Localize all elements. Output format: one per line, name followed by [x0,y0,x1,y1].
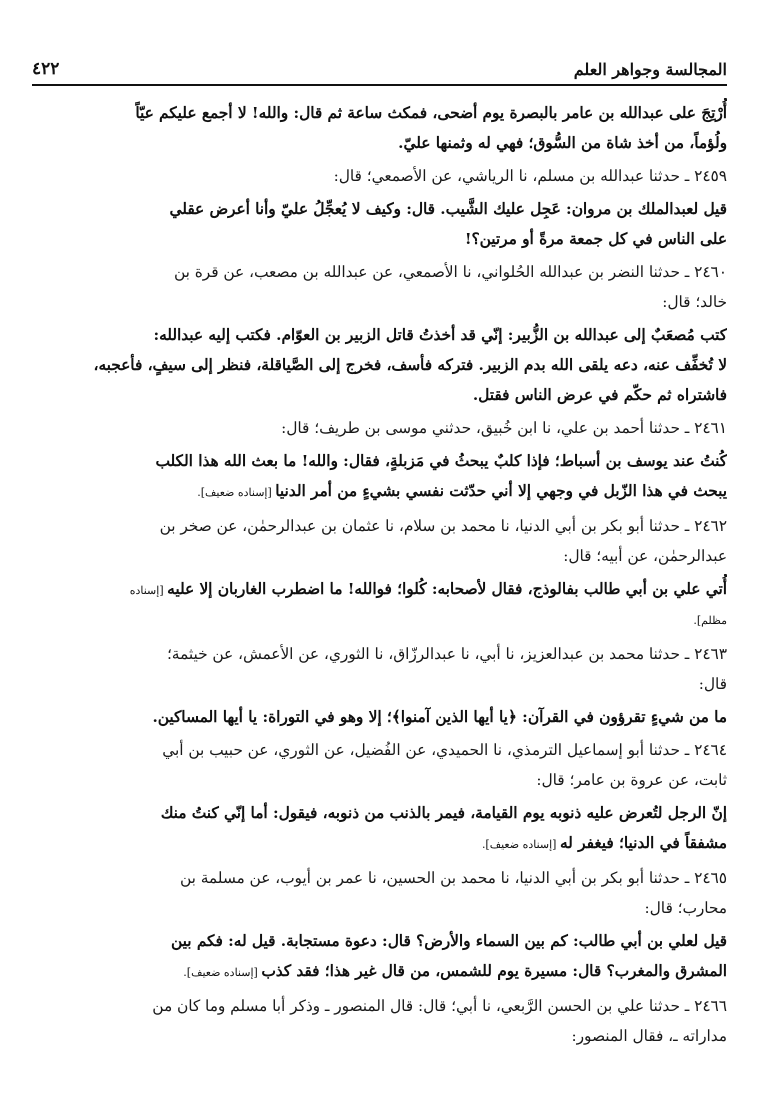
text-line [32,320,727,350]
page-header [32,54,727,86]
text-line [32,446,727,476]
text-line [32,798,727,828]
isnad-grade: [إسناده ضعيف]. [481,838,560,851]
line-text: ٢٤٦٢ ـ حدثنا أبو بكر بن أبي الدنيا، نا محمد بن سلام، نا عثمان بن عبدالرحمٰن، عن صخر بن [159,517,727,535]
line-text: عبدالرحمٰن، عن أبيه؛ قال: [563,547,727,565]
isnad-line [32,541,727,571]
line-text: خالد؛ قال: [662,293,727,311]
line-text: ٢٤٦٠ ـ حدثنا النضر بن عبدالله الحُلواني، نا الأصمعي، عن عبدالله بن مصعب، عن قرة بن [174,263,727,281]
page-body [32,98,727,1051]
book-title: المجالسة وجواهر العلم [573,59,727,79]
line-text: ٢٤٦٥ ـ حدثنا أبو بكر بن أبي الدنيا، نا محمد بن الحسين، نا عمر بن أيوب، عن مسلمة بن [179,869,727,887]
isnad-grade: [إسناده ضعيف]. [183,966,262,979]
isnad-grade: [إسناده ضعيف]. [197,486,276,499]
text-line [32,574,727,606]
text-line [32,702,727,732]
text-line [32,606,727,636]
line-text: محارب؛ قال: [644,899,727,917]
text-line [32,956,727,988]
isnad-line [32,257,727,287]
line-text: فاشتراه ثم حكّم في عرض الناس فقتل. [472,386,727,404]
isnad-line [32,735,727,765]
isnad-line [32,1021,727,1051]
line-text: إنّ الرجل لتُعرض عليه ذنوبه يوم القيامة، فيمر بالذنب من ذنوبه، فيقول: أما إنّي كنتُ منك [160,804,727,822]
line-text: ما من شيءٍ تقرؤون في القرآن: ﴿يا أيها الذين آمنوا﴾؛ إلا وهو في التوراة: يا أيها المساكين. [152,708,727,726]
page-number: ٤٢٢ [32,59,60,79]
line-text: أُرْتِجَ على عبدالله بن عامر بالبصرة يوم أضحى، فمكث ساعة ثم قال: والله! لا أجمع عليكم عيّاً [135,104,727,122]
text-line [32,98,727,128]
text-line [32,828,727,860]
isnad-line [32,639,727,669]
text-line [32,224,727,254]
line-text: المشرق والمغرب؟ قال: مسيرة يوم للشمس، من قال غير هذا؛ فقد كذب [261,962,727,980]
line-text: ٢٤٦٤ ـ حدثنا أبو إسماعيل الترمذي، نا الحميدي، عن الفُضيل، عن الثوري، عن حبيب بن أبي [162,741,727,759]
line-text: مشفقاً في الدنيا؛ فيغفر له [559,834,727,852]
isnad-line [32,991,727,1021]
line-text: مداراته ـ، فقال المنصور: [571,1027,727,1045]
isnad-grade: [إسناده [129,584,168,597]
line-text: كُنتُ عند يوسف بن أسباط؛ فإذا كلبٌ يبحثُ في مَزبلةٍ، فقال: والله! ما بعث الله هذا الكلب [155,452,727,470]
line-text: على الناس في كل جمعة مرةً أو مرتين؟! [464,230,727,248]
line-text: ثابت، عن عروة بن عامر؛ قال: [536,771,727,789]
text-line [32,350,727,380]
line-text: كتب مُصعَبٌ إلى عبدالله بن الزُّبير: إنّي قد أخذتُ قاتل الزبير بن العوّام. فكتب إليه عبدالله: [153,326,727,344]
line-text: ولُؤماً، من أخذ شاة من السُّوق؛ فهي له وثمنها عليّ. [398,134,727,152]
line-text: قيل لعلي بن أبي طالب: كم بين السماء والأرض؟ قال: دعوة مستجابة. قيل له: فكم بين [170,932,727,950]
isnad-line [32,287,727,317]
isnad-line [32,511,727,541]
isnad-line [32,765,727,795]
isnad-line [32,413,727,443]
line-text: قال: [698,675,727,693]
line-text: يبحث في هذا الزّبل في وجهي إلا أني حدّثت نفسي بشيءٍ من أمر الدنيا [275,482,727,500]
text-line [32,380,727,410]
line-text: ٢٤٥٩ ـ حدثنا عبدالله بن مسلم، نا الرياشي، عن الأصمعي؛ قال: [333,167,727,185]
text-line [32,128,727,158]
line-text: قيل لعبدالملك بن مروان: عَجِل عليك الشَّيب. قال: وكيف لا يُعجِّلُ عليّ وأنا أعرض عقلي [169,200,727,218]
isnad-line [32,893,727,923]
line-text: مظلم]. [693,614,727,627]
text-line [32,194,727,224]
isnad-line [32,161,727,191]
line-text: أُتي علي بن أبي طالب بفالوذج، فقال لأصحابه: كُلوا؛ فوالله! ما اضطرب الغاربان إلا عليه [167,580,727,598]
line-text: لا تُخفِّف عنه، دعه يلقى الله بدم الزبير. فتركه فأسف، فخرج إلى الصَّياقلة، فنظر إلى سيفٍ، فأعجبه، [93,356,727,374]
text-line [32,926,727,956]
text-line [32,476,727,508]
line-text: ٢٤٦١ ـ حدثنا أحمد بن علي، نا ابن خُبيق، حدثني موسى بن طريف؛ قال: [281,419,727,437]
line-text: ٢٤٦٦ ـ حدثنا علي بن الحسن الرَّبعي، نا أبي؛ قال: قال المنصور ـ وذكر أبا مسلم وما كان من [152,997,727,1015]
isnad-line [32,863,727,893]
isnad-line [32,669,727,699]
line-text: ٢٤٦٣ ـ حدثنا محمد بن عبدالعزيز، نا أبي، نا عبدالرزّاق، نا الثوري، عن الأعمش، عن خيثمة؛ [166,645,727,663]
